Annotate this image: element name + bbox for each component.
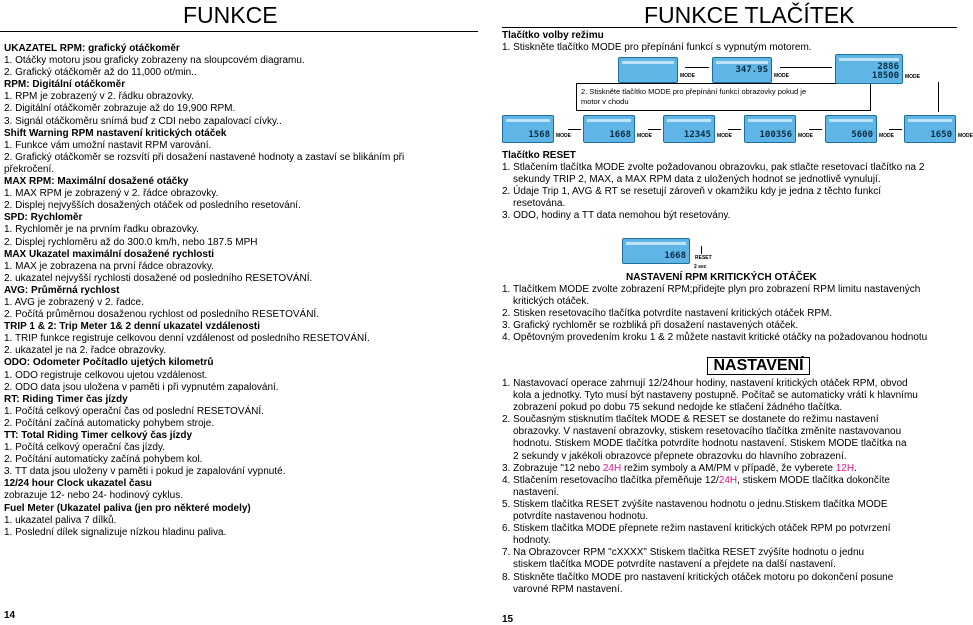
list-item: 3. Signál otáčkoměru snímá buď z CDI nebo zapalovací cívky..: [4, 115, 282, 127]
list-item: 1. MAX RPM je zobrazený v 2. řádce obrazovky.: [4, 188, 219, 200]
list-item: 1. Počítá celkový operační čas od poslední RESETOVÁNÍ.: [4, 405, 264, 417]
highlight-text: 12H: [835, 462, 855, 474]
flow-arrow: [809, 129, 822, 130]
list-item: 2. Počítání začíná automaticky pohybem stroje.: [4, 417, 215, 429]
right-page-title: FUNKCE TLAČÍTEK: [644, 2, 855, 28]
section-heading: UKAZATEL RPM: grafický otáčkoměr: [4, 43, 180, 54]
lcd-bar: [587, 119, 631, 122]
section-heading: 12/24 hour Clock ukazatel času: [4, 478, 152, 490]
list-item: sekundy TRIP 2, MAX, a MAX RPM data z uložených hodnot se jednotlivě vynulují.: [513, 174, 881, 186]
list-item: 1. RPM je zobrazený v 2. řádku obrazovky.: [4, 91, 194, 103]
list-item: 2. ukazatel je na 2. řadce obrazovky.: [4, 345, 167, 357]
mode-callout: [576, 83, 871, 111]
list-item: 2. Displej nejvyšších dosažených otáček od posledního resetování.: [4, 200, 301, 212]
text-span: 3. Zobrazuje "12 nebo: [502, 462, 603, 474]
list-item: kola a jednotky. Tyto musí být nastaveny postupně. Počítač se automaticky vrátí k hlavnímu: [513, 390, 918, 402]
list-item: překročení.: [4, 163, 55, 175]
list-item: 2. Stisken resetovacího tlačítka potvrdíte nastavení kritických otáček RPM.: [502, 308, 833, 320]
list-item: 3. ODO, hodiny a TT data nemohou být resetovány.: [502, 210, 731, 222]
lcd-screen: [618, 57, 678, 83]
mode-button-heading: Tlačítko volby režimu: [502, 30, 604, 41]
list-item: 1. MAX je zobrazena na první řádce obrazovky.: [4, 260, 214, 272]
list-item: [502, 463, 918, 475]
lcd-bar: [716, 61, 768, 64]
list-item: 1. ukazatel paliva 7 dílků.: [4, 514, 117, 526]
left-page: [0, 0, 480, 625]
mode-label: MODE: [905, 74, 920, 80]
rpm-heading: NASTAVENÍ RPM KRITICKÝCH OTÁČEK: [626, 272, 817, 283]
lcd-value: 12345: [683, 130, 711, 140]
reset-time: 2 sec: [694, 264, 707, 270]
flow-arrow: [568, 129, 581, 130]
list-item: 2 sekundy v jakékoli obrazovce přepnete obrazovku do hlavního zobrazení.: [513, 450, 847, 462]
left-title-rule: [0, 31, 478, 32]
list-item: 2. Počítá průměrnou dosaženou rychlost od posledního RESETOVÁNÍ.: [4, 309, 319, 321]
lcd-value: 2886: [877, 62, 899, 72]
functions-list: [4, 43, 478, 539]
section-heading: RT: Riding Timer čas jízdy: [4, 393, 128, 405]
section-heading: Shift Warning RPM nastavení kritických otáček: [4, 127, 227, 139]
list-item: 2. Současným stisknutím tlačítek MODE & RESET se dostanete do režimu nastavení: [502, 414, 879, 426]
mode-label: MODE: [958, 133, 973, 139]
list-item: hodnoty.: [513, 535, 551, 547]
lcd-value: 100356: [759, 130, 792, 140]
lcd-bar: [908, 119, 952, 122]
reset-section: [502, 150, 924, 223]
reset-label: RESET: [695, 255, 712, 261]
mode-label: MODE: [556, 133, 571, 139]
highlight-text: 24H: [602, 462, 622, 474]
lcd-bar: [839, 58, 899, 61]
mode-label: MODE: [717, 133, 732, 139]
list-item: nastavení.: [513, 486, 560, 498]
lcd-bar: [626, 242, 686, 245]
text-span: režim symboly a AM/PM v případě, že vyberete: [621, 462, 836, 474]
list-item: 8. Stiskněte tlačítko MODE pro nastavení kritických otáček motoru po dokončení posune: [502, 571, 894, 583]
list-item: 1. TRIP funkce registruje celkovou denní vzdálenost od posledního RESETOVÁNÍ.: [4, 333, 370, 345]
list-item: 3. TT data jsou uloženy v paměti i pokud je zapalování vypnuté.: [4, 466, 286, 478]
lcd-value: 1650: [930, 130, 952, 140]
list-item: 1. Stlačením tlačítka MODE zvolte požadovanou obrazovku, pak stlačte resetovací tlačítko na 2: [502, 162, 925, 174]
settings-lines: [502, 378, 918, 596]
reset-heading: Tlačítko RESET: [502, 150, 576, 161]
left-page-number: 14: [4, 610, 16, 621]
lcd-bar: [506, 119, 550, 122]
mode-label: MODE: [680, 73, 695, 79]
section-heading: TT: Total Riding Timer celkový čas jízdy: [4, 430, 193, 441]
list-item: 7. Na Obrazovcer RPM "cXXXX" Stiskem tlačítka RESET zvýšíte hodnotu o jednu: [502, 547, 865, 559]
section-heading: SPD: Rychloměr: [4, 212, 83, 224]
flow-arrow: [889, 129, 902, 130]
section-heading: Fuel Meter (Ukazatel paliva (jen pro některé modely): [4, 502, 251, 514]
text-span: .: [854, 462, 857, 474]
rpm-lines: [502, 284, 927, 344]
lcd-screen: [744, 115, 796, 143]
list-item: 1. Rychloměr je na prvním řadku obrazovky.: [4, 224, 199, 236]
list-item: 3. Grafický rychloměr se rozbliká při dosažení nastavených otáček.: [502, 320, 799, 332]
lcd-value: 347.9S: [735, 65, 768, 75]
settings-heading: NASTAVENÍ: [713, 357, 804, 374]
right-title-rule: [502, 27, 957, 28]
list-item: 1. AVG je zobrazený v 2. řadce.: [4, 296, 144, 308]
lcd-value: 1668: [664, 251, 686, 261]
right-page-number: 15: [502, 614, 514, 625]
left-page-title: FUNKCE: [183, 2, 278, 28]
section-heading: ODO: Odometer Počítadlo ujetých kilometrů: [4, 357, 214, 369]
list-item: 2. ODO data jsou uložena v paměti i při vypnutém zapalování.: [4, 381, 279, 393]
rpm-section: [502, 272, 927, 345]
list-item: 2. Grafický otáčkoměr se rozsvítí při dosažení nastavené hodnoty a zastaví se blikáním při: [4, 151, 405, 163]
list-item: 2. ukazatel nejvyšší rychlosti dosažené od posledního RESETOVÁNÍ.: [4, 272, 313, 284]
section-heading: MAX RPM: Maximální dosažené otáčky: [4, 176, 189, 188]
list-item: zobrazuje 12- nebo 24- hodinový cyklus.: [4, 490, 183, 502]
lcd-screen: [904, 115, 956, 143]
list-item: 1. Otáčky motoru jsou graficky zobrazeny na sloupcovém diagramu.: [4, 55, 305, 67]
mode-label: MODE: [879, 133, 894, 139]
list-item: 5. Stiskem tlačítka RESET zvýšíte nastavenou hodnotu o jednu.Stiskem tlačítka MODE: [502, 498, 888, 510]
lcd-screen: [712, 57, 772, 83]
lcd-value: 1568: [528, 130, 550, 140]
lcd-bar: [667, 119, 711, 122]
section-heading: AVG: Průměrná rychlost: [4, 284, 120, 296]
highlight-text: 24H: [718, 474, 738, 486]
list-item: 1. Tlačítkem MODE zvolte zobrazení RPM;přidejte plyn pro zobrazení RPM limitu nastavených: [502, 284, 921, 296]
list-item: stiskem tlačítka MODE potvrdíte nastavení a přejdete na další nastavení.: [513, 559, 836, 571]
list-item: [502, 475, 918, 487]
flow-arrow: [648, 129, 661, 130]
list-item: 1. ODO registruje celkovou ujetou vzdálenost.: [4, 369, 208, 381]
reset-lcd: [622, 238, 690, 264]
lcd-bar: [748, 119, 792, 122]
lcd-screen: [825, 115, 877, 143]
list-item: 1. Počítá celkový operační čas jízdy.: [4, 442, 166, 454]
right-page: [480, 0, 973, 625]
list-item: kritických otáček.: [513, 296, 590, 308]
lcd-screen: [835, 54, 903, 84]
callout-line-2: motor v chodu: [581, 97, 629, 106]
mode-label: MODE: [798, 133, 813, 139]
list-item: obrazovky. V nastavení obrazovky, stiskem resetovacího tlačítka změníte nastavovanou: [513, 426, 902, 438]
flow-arrow: [728, 129, 741, 130]
flow-arrow: [685, 67, 709, 68]
list-item: hodnotu. Stiskem MODE tlačítka potvrdíte hodnotu nastavení. Stiskem MODE tlačítka na: [513, 438, 907, 450]
list-item: 2. Grafický otáčkoměr až do 11,000 ot/min..: [4, 67, 197, 79]
flow-arrow: [780, 67, 832, 68]
list-item: zobrazení pokud po dobu 75 sekund nedojde ke stlačení žádného tlačítka.: [513, 402, 843, 414]
list-item: 2. Displej rychloměru až do 300.0 km/h, nebo 187.5 MPH: [4, 236, 258, 248]
lcd-value: 1668: [609, 130, 631, 140]
list-item: 2. Údaje Trip 1, AVG & RT se resetují zároveň v okamžiku kdy je jedna z těchto funkcí: [502, 186, 882, 198]
callout-line-1: 2. Stiskněte tlačítko MODE pro přepínání funkcí obrazovky pokud je: [581, 87, 807, 96]
list-item: 1. Nastavovací operace zahrnují 12/24hour hodiny, nastavení kritických otáček RPM, obvod: [502, 378, 908, 389]
reset-arrow: [701, 246, 702, 254]
list-item: 1. Funkce vám umožní nastavit RPM varování.: [4, 139, 212, 151]
list-item: 4. Opětovným provedením kroku 1 & 2 můžete nastavit kritické otáčky na požadovanou hodnotu: [502, 332, 928, 344]
section-heading: MAX Ukazatel maximální dosažené rychlosti: [4, 248, 215, 260]
lcd-bar: [829, 119, 873, 122]
flow-arrow: [938, 82, 939, 112]
lcd-value: 18500: [871, 71, 899, 81]
lcd-bar: [622, 61, 674, 64]
text-span: 4. Stlačením resetovacího tlačítka přeměňuje 12/: [502, 474, 719, 486]
mode-button-line: 1. Stiskněte tlačítko MODE pro přepínání funkcí s vypnutým motorem.: [502, 42, 812, 54]
lcd-value: 5600: [851, 130, 873, 140]
list-item: 2. Počítání automaticky začíná pohybem kol.: [4, 454, 203, 466]
section-heading: TRIP 1 & 2: Trip Meter 1& 2 denní ukazatel vzdálenosti: [4, 321, 260, 333]
section-heading: RPM: Digitální otáčkoměr: [4, 79, 126, 91]
list-item: potvrdíte nastavenou hodnotu.: [513, 511, 649, 523]
list-item: 6. Stiskem tlačítka MODE přepnete režim nastavení kritických otáček RPM po potvrzení: [502, 523, 891, 535]
list-item: resetována.: [513, 198, 566, 210]
list-item: 2. Digitální otáčkoměr zobrazuje až do 19,900 RPM.: [4, 103, 236, 115]
text-span: , stiskem MODE tlačítka dokončíte: [737, 474, 890, 486]
mode-label: MODE: [774, 73, 789, 79]
reset-lines: [502, 162, 924, 222]
list-item: 1. Poslední dílek signalizuje nízkou hladinu paliva.: [4, 526, 227, 538]
lcd-screen: [583, 115, 635, 143]
lcd-screen: [663, 115, 715, 143]
lcd-screen: [502, 115, 554, 143]
list-item: varovné RPM nastavení.: [513, 583, 623, 595]
mode-label: MODE: [637, 133, 652, 139]
mode-button-section: [502, 30, 812, 54]
